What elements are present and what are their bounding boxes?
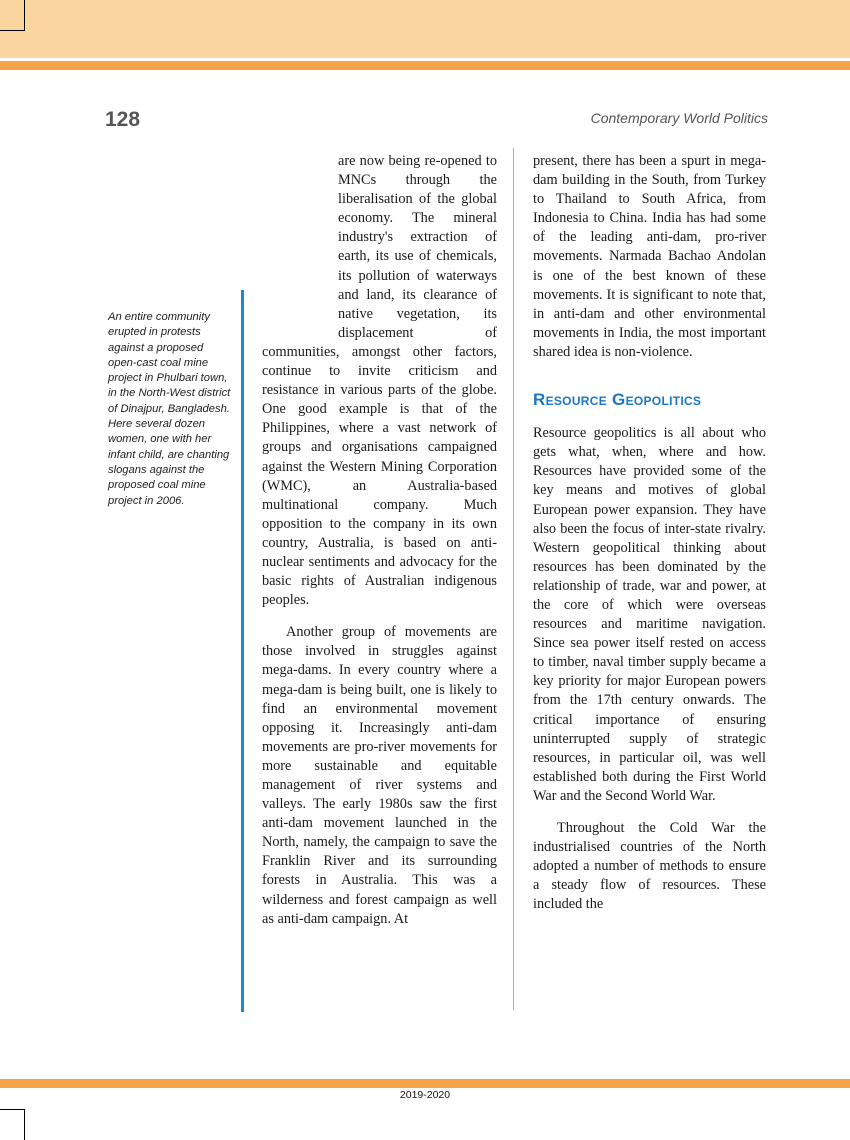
left-column [262,152,497,929]
right-paragraph-3: Throughout the Cold War the industrialised countries of the North adopted a number of methods to ensure a steady flow of resources. These included the [533,820,766,913]
crop-mark-top [0,0,25,31]
left-paragraph-1: are now being re-opened to MNCs through the liberalisation of the global economy. The mineral industry's extraction of earth, its use of chemicals, its pollution of waterways and land, its clearance of native vegetation, its displacement of communities, amongst other factors, continue to invite criticism and resistance in various parts of the globe. One good example is that of the Philippines, where a vast network of groups and organisations campaigned against the Western Mining Corporation (WMC), an Australia-based multinational company. Much opposition to the company in its own country, Australia, is based on anti-nuclear sentiments and advocacy for the basic rights of Australian indigenous peoples. [262,153,497,609]
right-column [533,152,766,914]
footer-year: 2019-2020 [399,1089,451,1101]
page-number: 128 [105,108,141,131]
margin-caption: An entire community erupted in protests against a proposed open-cast coal mine project in Phulbari town, in the North-West district of Dinajpur, Bangladesh. Here several dozen women, one with her infant child, are chanting slogans against the proposed coal mine project in 2006. [108,311,231,507]
section-heading: Resource Geopolitics [533,390,702,410]
photo-placeholder [262,152,338,324]
top-header-band [0,0,850,58]
margin-rule [241,290,244,1012]
top-orange-stripe [0,61,850,70]
left-paragraph-2: Another group of movements are those involved in struggles against mega-dams. In every country where a mega-dam is being built, one is likely to find an environmental movement opposing it. Increasingly anti-dam movements are pro-river movements for more sustainable and equitable management of river systems and valleys. The early 1980s saw the first anti-dam movement launched in the North, namely, the campaign to save the Franklin River and its surrounding forests in Australia. This was a wilderness and forest campaign as well as anti-dam campaign. At [262,624,497,927]
right-paragraph-2: Resource geopolitics is all about who gets what, when, where and how. Resources have provided some of the key means and motives of global European power expansion. They have also been the focus of inter-state rivalry. Western geopolitical thinking about resources has been dominated by the relationship of trade, war and power, at the core of which were overseas resources and maritime navigation. Since sea power itself rested on access to timber, naval timber supply became a key priority for major European powers from the 17th century onwards. The critical importance of ensuring uninterrupted supply of strategic resources, in particular oil, was well established both during the First World War and the Second World War. [533,425,766,804]
crop-mark-bottom [0,1109,25,1140]
column-divider [513,148,514,1010]
bottom-orange-stripe [0,1079,850,1088]
right-paragraph-1: present, there has been a spurt in mega-dam building in the South, from Turkey to Thailand to South Africa, from Indonesia to China. India has had some of the leading anti-dam, pro-river movements. Narmada Bachao Andolan is one of the best known of these movements. It is significant to note that, in anti-dam and other environmental movements in India, the most important shared idea is non-violence. [533,153,766,360]
running-title: Contemporary World Politics [590,110,768,126]
